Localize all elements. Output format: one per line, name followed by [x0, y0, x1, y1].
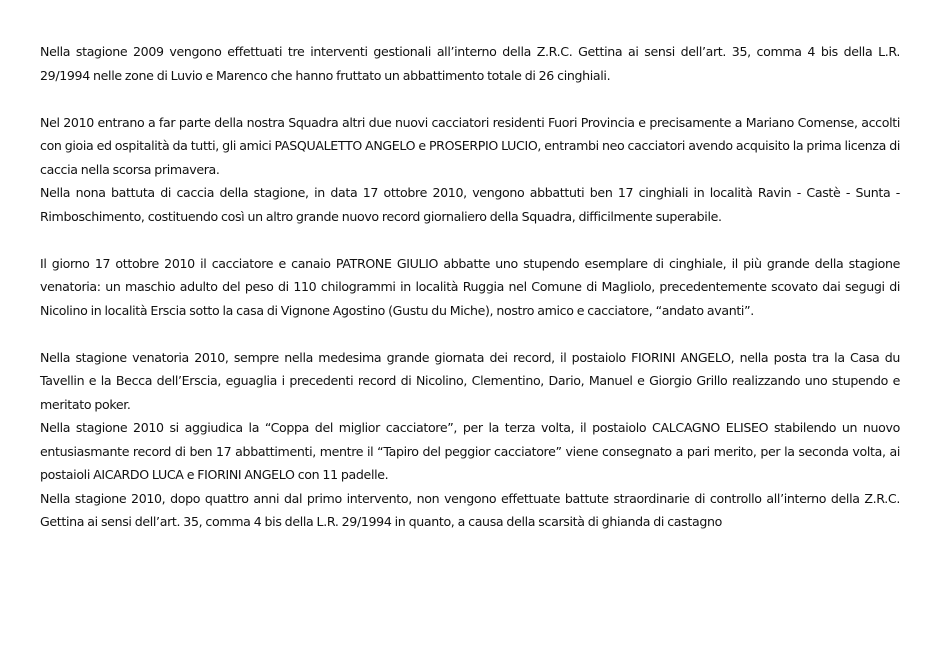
text-line: Nel 2010 entrano a far parte della nostra Squadra altri due nuovi cacciatori residenti Fuori Provincia e precisamente a Mariano Comense, accolti con gioia ed ospitalità da tutti, gli amici PASQUALETTO ANGELO e PROSERPIO LUCIO, entrambi neo cacciatori avendo acquisito la prima licenza di caccia nella scorsa primavera.	[40, 114, 900, 177]
paragraph-2010-records	[40, 346, 900, 534]
document-page	[40, 40, 900, 534]
text-line: Nella stagione venatoria 2010, sempre nella medesima grande giornata dei record, il postaiolo FIORINI ANGELO, nella posta tra la Casa du Tavellin e la Becca dell’Erscia, eguaglia i precedenti record di Nicolino, Clementino, Dario, Manuel e Giorgio Grillo realizzando uno stupendo e meritato poker.	[40, 349, 900, 412]
paragraph-largest-boar	[40, 252, 900, 323]
text-line: Nella stagione 2009 vengono effettuati tre interventi gestionali all’interno della Z.R.C. Gettina ai sensi dell’art. 35, comma 4 bis della L.R. 29/1994 nelle zone di Luvio e Marenco che hanno fruttato un abbattimento totale di 26 cinghiali.	[40, 44, 900, 83]
paragraph-2009-interventions	[40, 40, 900, 87]
text-line: Nella stagione 2010, dopo quattro anni dal primo intervento, non vengono effettuate battute straordinarie di controllo all’interno della Z.R.C. Gettina ai sensi dell’art. 35, comma 4 bis della L.R. 29/1994 in quanto, a causa della scarsità di ghianda di castagno	[40, 490, 900, 529]
text-line: Nella nona battuta di caccia della stagione, in data 17 ottobre 2010, vengono abbattuti ben 17 cinghiali in località Ravin - Castè - Sunta - Rimboschimento, costituendo così un altro grande nuovo record giornaliero della Squadra, difficilmente superabile.	[40, 185, 900, 224]
text-line: Nella stagione 2010 si aggiudica la “Coppa del miglior cacciatore”, per la terza volta, il postaiolo CALCAGNO ELISEO stabilendo un nuovo entusiasmante record di ben 17 abbattimenti, mentre il “Tapiro del peggior cacciatore” viene consegnato a pari merito, per la seconda volta, ai postaioli AICARDO LUCA e FIORINI ANGELO con 11 padelle.	[40, 420, 900, 482]
paragraph-2010-new-members	[40, 111, 900, 229]
text-line: Il giorno 17 ottobre 2010 il cacciatore e canaio PATRONE GIULIO abbatte uno stupendo esemplare di cinghiale, il più grande della stagione venatoria: un maschio adulto del peso di 110 chilogrammi in località Ruggia nel Comune di Magliolo, precedentemente scovato dai segugi di Nicolino in località Erscia sotto la casa di Vignone Agostino (Gustu du Miche), nostro amico e cacciatore, “andato avanti”.	[40, 255, 900, 318]
